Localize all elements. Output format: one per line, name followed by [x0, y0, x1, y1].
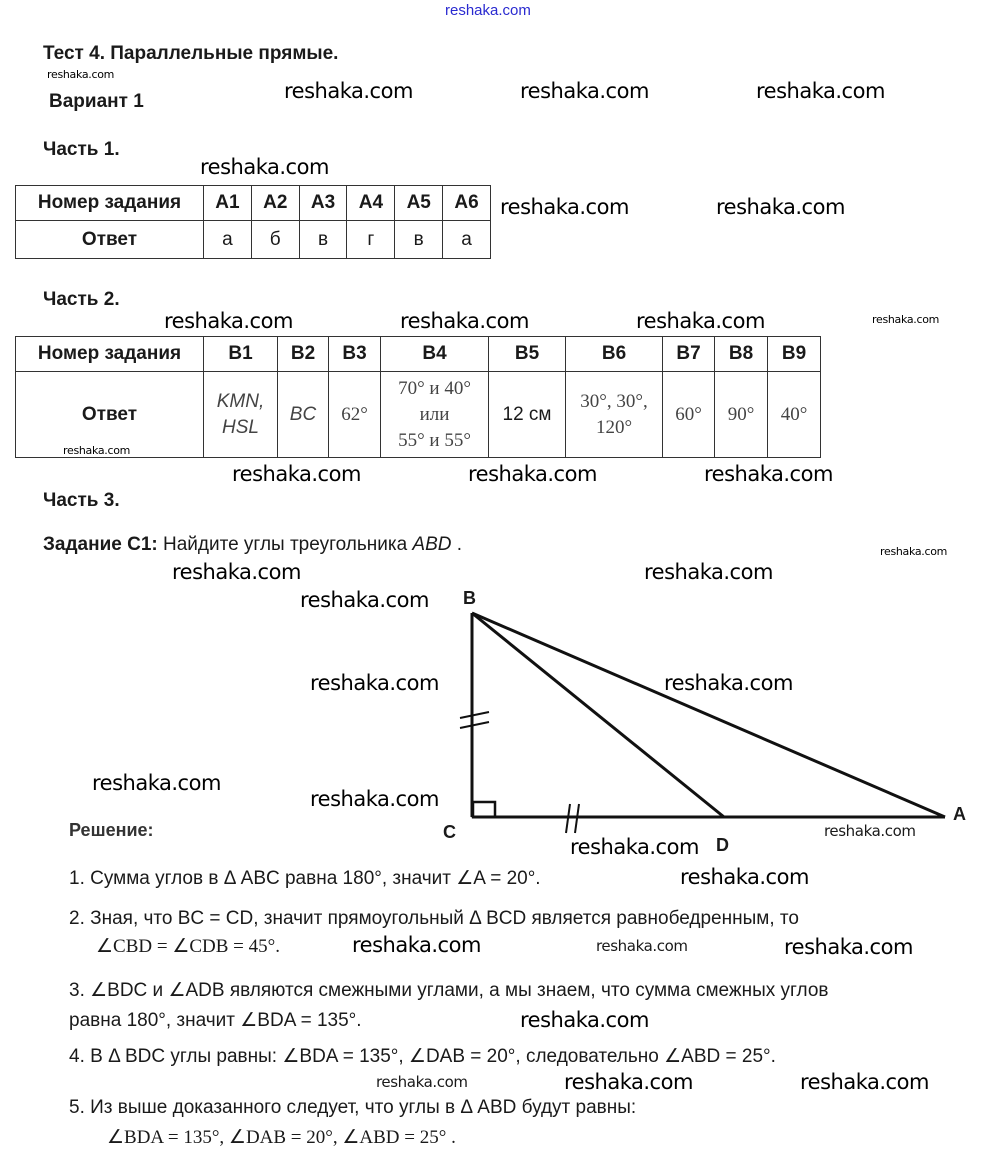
variant-heading: Вариант 1: [49, 91, 144, 112]
tick-bc: [460, 722, 489, 728]
watermark: reshaka.com: [570, 835, 699, 859]
watermark: reshaka.com: [400, 309, 529, 333]
watermark: reshaka.com: [680, 865, 809, 889]
solution-line: 2. Зная, что BC = CD, значит прямоугольный Δ BCD является равнобедренным, то: [69, 908, 799, 929]
task-number: A6: [443, 186, 491, 221]
watermark: reshaka.com: [352, 933, 481, 957]
watermark: reshaka.com: [310, 671, 439, 695]
watermark: reshaka.com: [468, 462, 597, 486]
watermark: reshaka.com: [376, 1073, 468, 1091]
watermark: reshaka.com: [200, 155, 329, 179]
task-triangle: ABD: [412, 534, 452, 555]
watermark: reshaka.com: [564, 1070, 693, 1094]
right-angle-mark: [473, 802, 495, 817]
watermark: reshaka.com: [784, 935, 913, 959]
watermark: reshaka.com: [520, 79, 649, 103]
answer-cell: 90°: [715, 372, 768, 458]
answer-cell: а: [204, 221, 252, 259]
task-number: B8: [715, 337, 768, 372]
task-number: A2: [251, 186, 299, 221]
row-header: Номер задания: [16, 337, 204, 372]
watermark: reshaka.com: [800, 1070, 929, 1094]
task-number: B3: [329, 337, 381, 372]
page-title: Тест 4. Параллельные прямые.: [43, 43, 339, 64]
task-number: B2: [278, 337, 329, 372]
segment-bd: [472, 613, 724, 817]
watermark: reshaka.com: [644, 560, 773, 584]
watermark: reshaka.com: [704, 462, 833, 486]
task-number: A3: [299, 186, 347, 221]
solution-line: 3. ∠BDC и ∠ADB являются смежными углами, а мы знаем, что сумма смежных углов: [69, 980, 829, 1001]
task-number: A4: [347, 186, 395, 221]
answer-cell: BC: [278, 372, 329, 458]
watermark: reshaka.com: [63, 444, 131, 457]
task-number: B9: [768, 337, 821, 372]
task-number: B6: [566, 337, 663, 372]
answer-cell: в: [299, 221, 347, 259]
part2-heading: Часть 2.: [43, 289, 120, 310]
watermark: reshaka.com: [824, 822, 916, 840]
answer-cell: г: [347, 221, 395, 259]
header-link[interactable]: reshaka.com: [445, 2, 531, 19]
vertex-label-c: C: [443, 822, 456, 842]
answer-cell: 30°, 30°, 120°: [566, 372, 663, 458]
side-ba: [472, 613, 945, 817]
answer-cell: в: [395, 221, 443, 259]
task-end: .: [451, 534, 463, 555]
watermark: reshaka.com: [232, 462, 361, 486]
watermark: reshaka.com: [310, 787, 439, 811]
task-number: B5: [489, 337, 566, 372]
task-number: A1: [204, 186, 252, 221]
watermark: reshaka.com: [716, 195, 845, 219]
vertex-label-b: B: [463, 588, 476, 608]
answer-cell: KMN, HSL: [204, 372, 278, 458]
answer-cell: 70° и 40° или 55° и 55°: [381, 372, 489, 458]
watermark: reshaka.com: [880, 545, 948, 558]
watermark: reshaka.com: [284, 79, 413, 103]
watermark: reshaka.com: [596, 937, 688, 955]
watermark: reshaka.com: [47, 68, 115, 81]
task-number: B4: [381, 337, 489, 372]
solution-line: ∠CBD = ∠CDB = 45°.: [96, 936, 280, 957]
solution-line: 1. Сумма углов в Δ ABC равна 180°, значит ∠A = 20°.: [69, 868, 541, 889]
watermark: reshaka.com: [872, 313, 940, 326]
watermark: reshaka.com: [172, 560, 301, 584]
answer-cell: б: [251, 221, 299, 259]
tick-bc: [460, 712, 489, 718]
task-label: Задание С1:: [43, 534, 158, 555]
solution-line: равна 180°, значит ∠BDA = 135°.: [69, 1010, 362, 1031]
solution-line: 5. Из выше доказанного следует, что углы в Δ ABD будут равны:: [69, 1097, 637, 1118]
task-text: Найдите углы треугольника: [157, 534, 413, 555]
answer-cell: 12 см: [489, 372, 566, 458]
answer-label: Ответ: [16, 221, 204, 259]
solution-line: ∠BDA = 135°, ∠DAB = 20°, ∠ABD = 25° .: [107, 1127, 456, 1148]
watermark: reshaka.com: [500, 195, 629, 219]
solution-line: 4. В Δ BDC углы равны: ∠BDA = 135°, ∠DAB = 20°, следовательно ∠ABD = 25°.: [69, 1046, 776, 1067]
task-number: A5: [395, 186, 443, 221]
task-number: B7: [663, 337, 715, 372]
vertex-label-d: D: [716, 835, 729, 855]
part3-heading: Часть 3.: [43, 490, 120, 511]
solution-heading: Решение:: [69, 820, 154, 840]
vertex-label-a: A: [953, 804, 966, 824]
watermark: reshaka.com: [664, 671, 793, 695]
part1-heading: Часть 1.: [43, 139, 120, 160]
task-number: B1: [204, 337, 278, 372]
answer-cell: 62°: [329, 372, 381, 458]
watermark: reshaka.com: [756, 79, 885, 103]
answer-cell: а: [443, 221, 491, 259]
watermark: reshaka.com: [164, 309, 293, 333]
answer-cell: 40°: [768, 372, 821, 458]
watermark: reshaka.com: [92, 771, 221, 795]
watermark: reshaka.com: [520, 1008, 649, 1032]
answer-label: Ответ: [16, 372, 204, 458]
answer-cell: 60°: [663, 372, 715, 458]
watermark: reshaka.com: [300, 588, 429, 612]
watermark: reshaka.com: [636, 309, 765, 333]
row-header: Номер задания: [16, 186, 204, 221]
